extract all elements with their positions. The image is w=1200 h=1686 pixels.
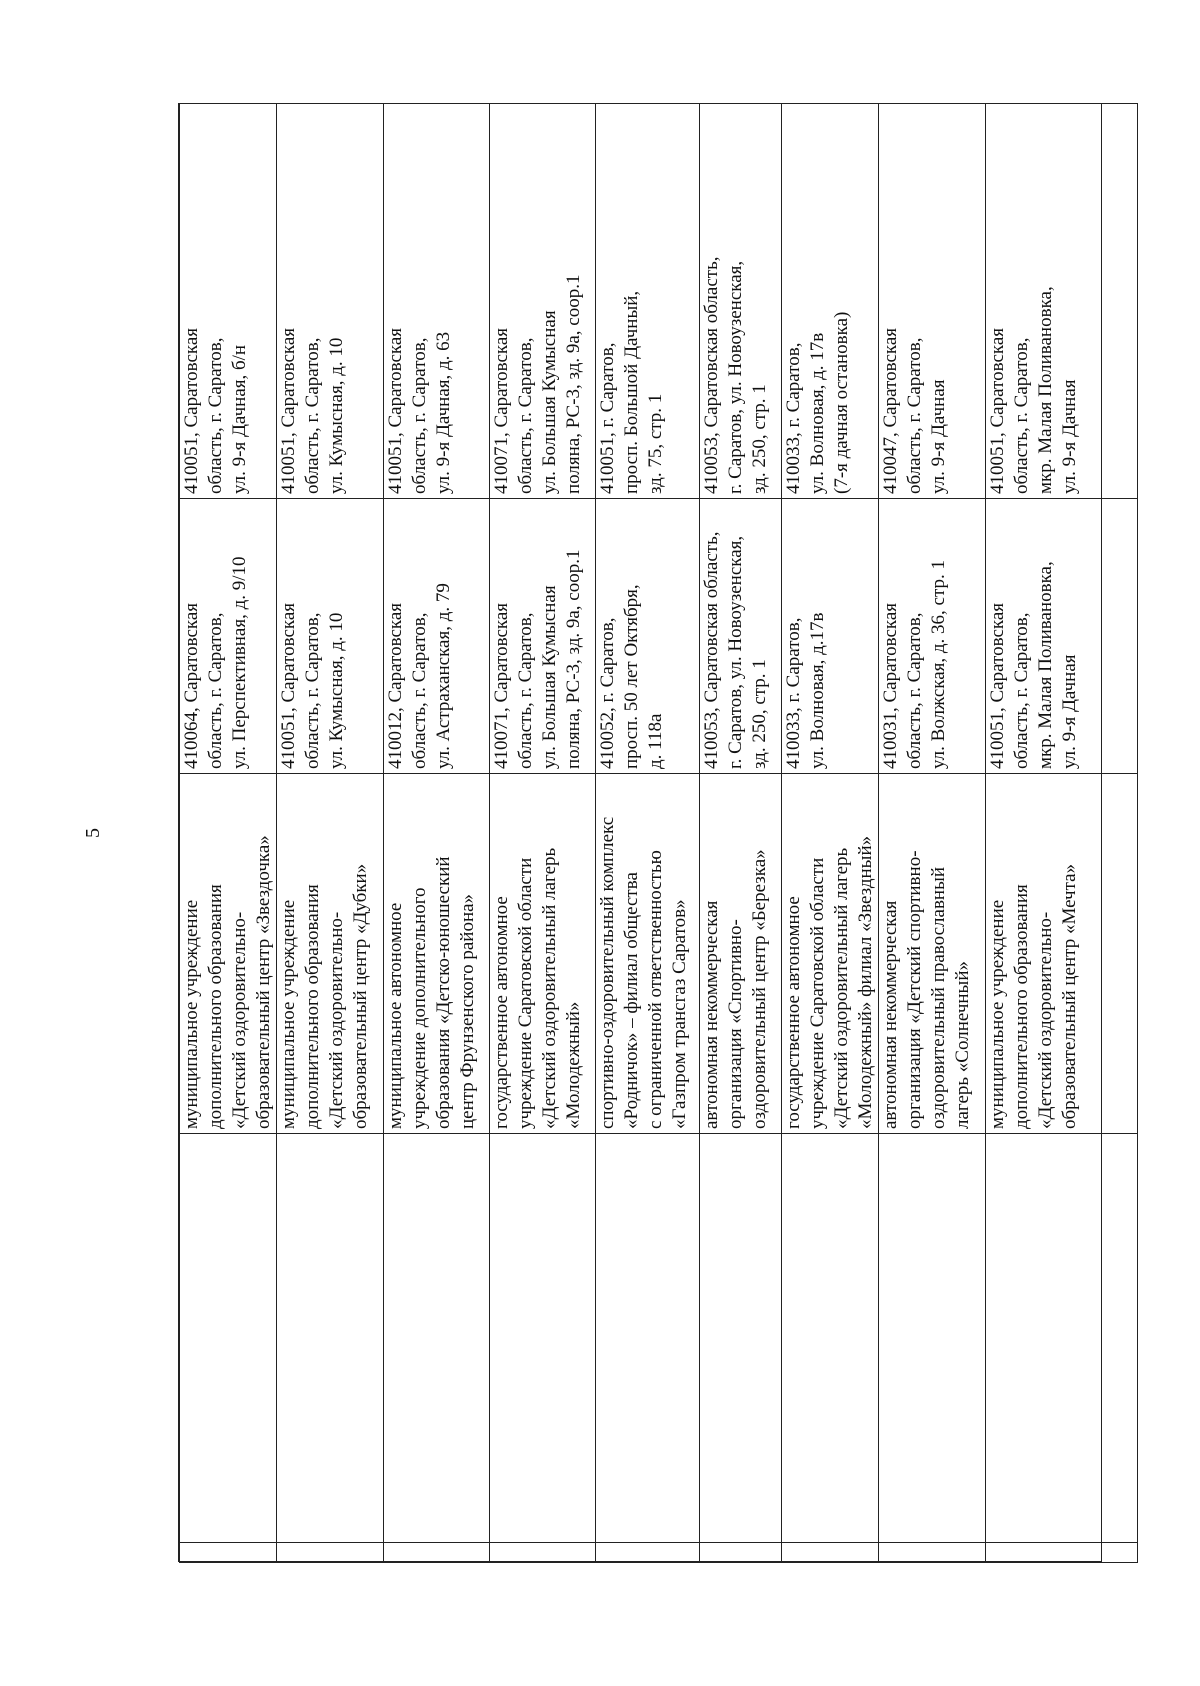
organization-name-cell: государственное автономное учреждение Саратовской области «Детский оздоровительный лагерь «Молодежный» [490,774,596,1134]
organizations-table [179,103,1138,1563]
table-row [384,104,490,1563]
legal-address-cell: 410033, г. Саратов, ул. Волновая, д.17в [782,499,879,774]
legal-address-cell: 410064, Саратовская область, г. Саратов, ул. Перспективная, д. 9/10 [180,499,277,774]
number-cell [879,1543,986,1563]
number-cell [180,1543,277,1563]
category-cell [700,1134,782,1543]
actual-address-cell: 410051, г. Саратов, просп. Большой Дачный, зд. 75, стр. 1 [596,104,700,499]
table-row [596,104,700,1563]
legal-address-cell: 410051, Саратовская область, г. Саратов, ул. Кумысная, д. 10 [277,499,384,774]
table-row [180,104,277,1563]
actual-address-cell: 410047, Саратовская область, г. Саратов, ул. 9-я Дачная [879,104,986,499]
number-cell [782,1543,879,1563]
category-cell [384,1134,490,1543]
actual-address-cell: 410033, г. Саратов, ул. Волновая, д. 17в (7-я дачная остановка) [782,104,879,499]
page-number: 5 [82,828,104,838]
category-cell [277,1134,384,1543]
organization-name-cell: муниципальное учреждение дополнительного образования «Детский оздоровительно- образовательный центр «Дубки» [277,774,384,1134]
legal-address-cell: 410012, Саратовская область, г. Саратов, ул. Астраханская, д. 79 [384,499,490,774]
actual-address-cell: 410051, Саратовская область, г. Саратов, мкр. Малая Поливановка, ул. 9-я Дачная [986,104,1138,499]
actual-address-cell: 410071, Саратовская область, г. Саратов, ул. Большая Кумысная поляна, РС-3, зд. 9а, соор.1 [490,104,596,499]
number-cell [490,1543,596,1563]
actual-address-cell: 410051, Саратовская область, г. Саратов, ул. 9-я Дачная, д. 63 [384,104,490,499]
organization-name-cell: спортивно-оздоровительный комплекс «Родничок» – филиал общества с ограниченной ответственностью «Газпром трансгаз Саратов» [596,774,700,1134]
number-cell [986,1543,1138,1563]
category-cell [180,1134,277,1543]
category-cell [879,1134,986,1543]
organization-name-cell: автономная некоммерческая организация «Детский спортивно- оздоровительный православный лагерь «Солнечный» [879,774,986,1134]
number-cell [700,1543,782,1563]
table-row [277,104,384,1563]
organization-name-cell: муниципальное учреждение дополнительного образования «Детский оздоровительно- образовательный центр «Мечта» [986,774,1138,1134]
table-row [490,104,596,1563]
rotated-table-container [179,104,1103,1563]
legal-address-cell: 410071, Саратовская область, г. Саратов, ул. Большая Кумысная поляна, РС-3, зд. 9а, соор.1 [490,499,596,774]
table-row [782,104,879,1563]
organization-name-cell: муниципальное учреждение дополнительного образования «Детский оздоровительно- образовательный центр «Звездочка» [180,774,277,1134]
number-cell [596,1543,700,1563]
table-row [879,104,986,1563]
category-cell [490,1134,596,1543]
actual-address-cell: 410051, Саратовская область, г. Саратов, ул. Кумысная, д. 10 [277,104,384,499]
category-cell [596,1134,700,1543]
number-cell [277,1543,384,1563]
legal-address-cell: 410052, г. Саратов, просп. 50 лет Октября, д. 118а [596,499,700,774]
document-table-frame [178,103,1102,1562]
legal-address-cell: 410051, Саратовская область, г. Саратов, мкр. Малая Поливановка, ул. 9-я Дачная [986,499,1138,774]
legal-address-cell: 410053, Саратовская область, г. Саратов, ул. Новоузенская, зд. 250, стр. 1 [700,499,782,774]
table-row [986,104,1138,1563]
organization-name-cell: государственное автономное учреждение Саратовской области «Детский оздоровительный лагерь «Молодежный» филиал «Звездный» [782,774,879,1134]
actual-address-cell: 410053, Саратовская область, г. Саратов, ул. Новоузенская, зд. 250, стр. 1 [700,104,782,499]
number-cell [384,1543,490,1563]
category-cell [986,1134,1138,1543]
category-cell [782,1134,879,1543]
actual-address-cell: 410051, Саратовская область, г. Саратов, ул. 9-я Дачная, б/н [180,104,277,499]
organization-name-cell: автономная некоммерческая организация «Спортивно- оздоровительный центр «Березка» [700,774,782,1134]
legal-address-cell: 410031, Саратовская область, г. Саратов, ул. Волжская, д. 36, стр. 1 [879,499,986,774]
table-row [700,104,782,1563]
organization-name-cell: муниципальное автономное учреждение дополнительного образования «Детско-юношеский центр Фрунзенского района» [384,774,490,1134]
